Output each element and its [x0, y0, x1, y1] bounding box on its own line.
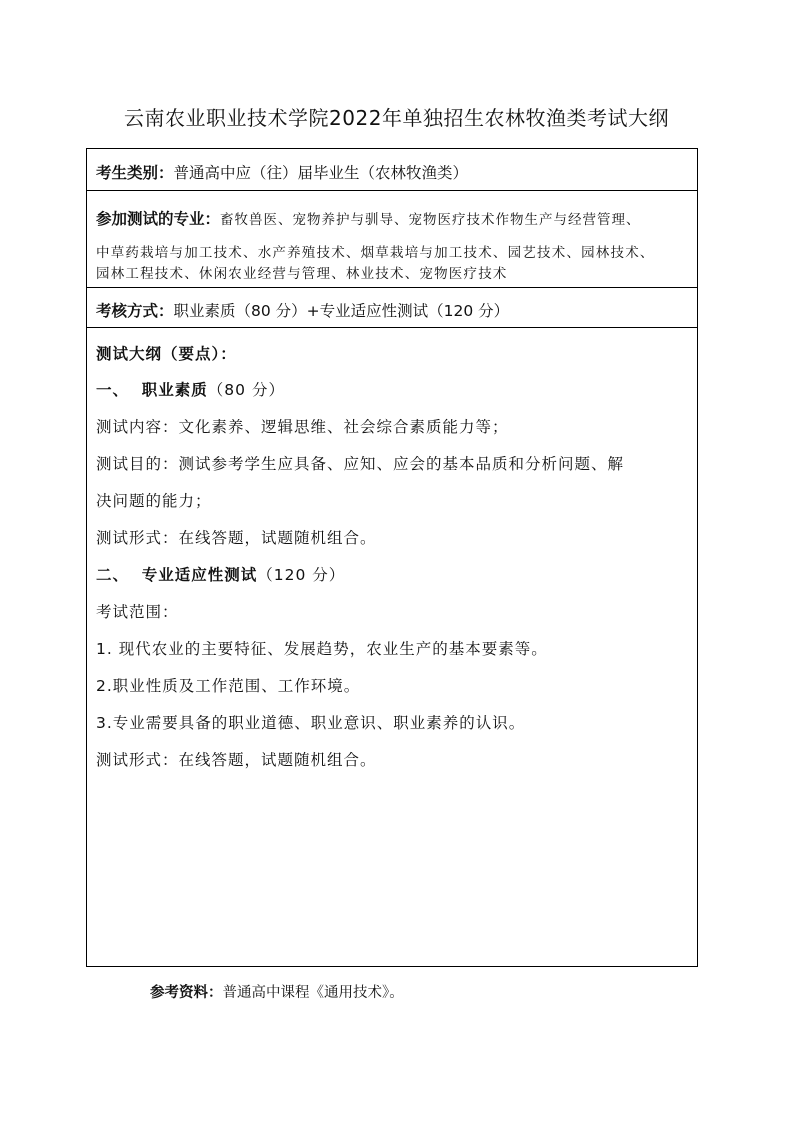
outline-row	[87, 328, 697, 966]
majors-line-2: 中草药栽培与加工技术、水产养殖技术、烟草栽培与加工技术、园艺技术、园林技术、	[96, 245, 655, 261]
exam-outline-table	[86, 148, 698, 967]
section-1-purpose-line-1: 测试目的：测试参考学生应具备、应知、应会的基本品质和分析问题、解	[96, 455, 625, 473]
reference-note	[150, 981, 404, 1002]
candidate-value: 普通高中应（往）届毕业生（农林牧渔类）	[173, 164, 469, 182]
assessment-value: 职业素质（80 分）+专业适应性测试（120 分）	[173, 302, 510, 320]
section-2-form: 测试形式：在线答题，试题随机组合。	[96, 751, 377, 769]
majors-line-3: 园林工程技术、休闲农业经营与管理、林业技术、宠物医疗技术	[96, 266, 508, 282]
section-1-score: （80 分）	[207, 381, 285, 399]
section-2-scope: 考试范围：	[96, 603, 179, 621]
section-1-title: 一、 职业素质	[96, 381, 208, 399]
majors-line-1: 畜牧兽医、宠物养护与驯导、宠物医疗技术作物生产与经营管理、	[220, 212, 641, 228]
section-1-heading	[96, 378, 285, 400]
section-2-item-2: 2.职业性质及工作范围、工作环境。	[96, 677, 361, 695]
section-1-form: 测试形式：在线答题，试题随机组合。	[96, 529, 377, 547]
section-1-content: 测试内容：文化素养、逻辑思维、社会综合素质能力等；	[96, 418, 509, 436]
assessment-label: 考核方式：	[96, 302, 174, 320]
section-2-item-3: 3.专业需要具备的职业道德、职业意识、职业素养的认识。	[96, 714, 526, 732]
candidate-label: 考生类别：	[96, 164, 174, 182]
section-2-item-1: 1. 现代农业的主要特征、发展趋势，农业生产的基本要素等。	[96, 640, 548, 658]
section-1-purpose-line-2: 决问题的能力；	[96, 492, 212, 510]
reference-value: 普通高中课程《通用技术》。	[222, 985, 404, 1001]
outline-heading: 测试大纲（要点）：	[96, 345, 237, 363]
majors-label: 参加测试的专业：	[96, 210, 221, 228]
section-2-title: 二、 专业适应性测试	[96, 566, 258, 584]
section-2-heading	[96, 563, 345, 585]
section-2-score: （120 分）	[257, 566, 346, 584]
reference-label: 参考资料：	[150, 985, 223, 1001]
majors-row	[87, 191, 697, 288]
assessment-row	[87, 288, 697, 328]
candidate-row	[87, 149, 697, 191]
document-title: 云南农业职业技术学院2022年单独招生农林牧渔类考试大纲	[124, 106, 669, 130]
